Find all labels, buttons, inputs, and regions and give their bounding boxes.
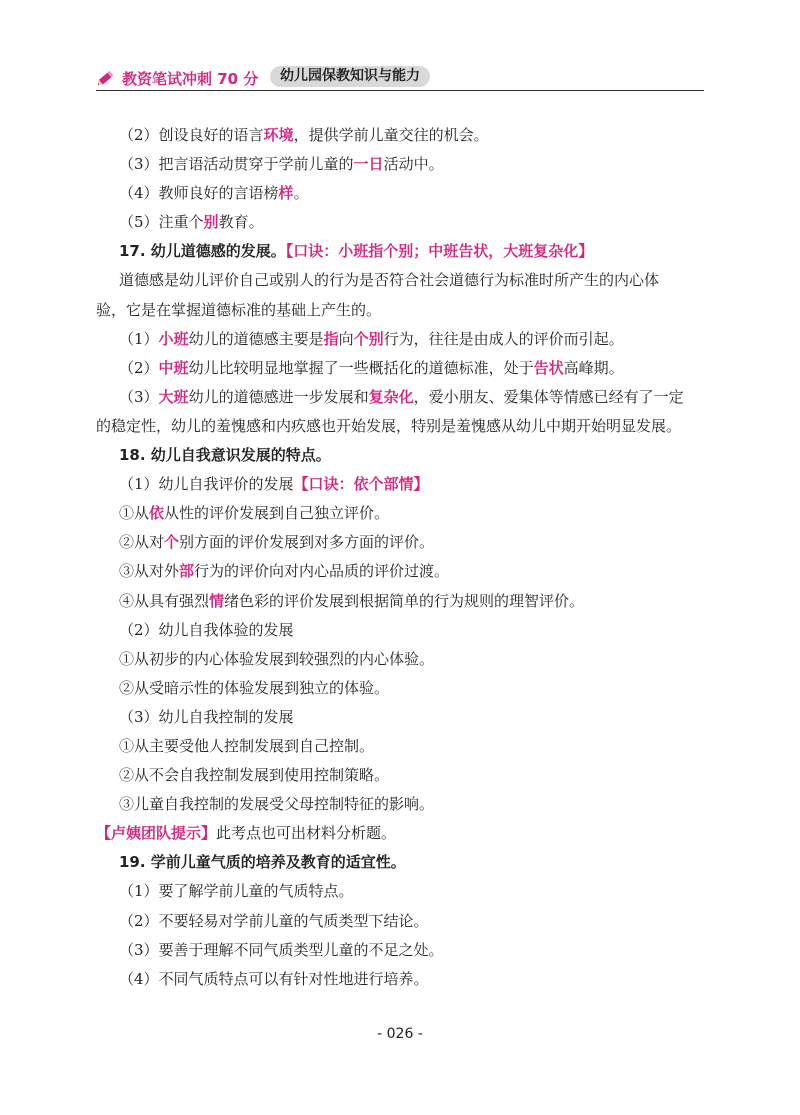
keyword: 告状 <box>533 358 564 377</box>
text-line: （2）中班幼儿比较明显地掌握了一些概括化的道德标准，处于告状高峰期。 <box>119 358 624 377</box>
text-line: ③儿童自我控制的发展受父母控制特征的影响。 <box>119 795 435 814</box>
text-line: （2）不要轻易对学前儿童的气质类型下结论。 <box>119 911 429 930</box>
text-line: （4）不同气质特点可以有针对性地进行培养。 <box>119 969 429 988</box>
page-header <box>96 66 704 92</box>
section-heading-19: 19. 学前儿童气质的培养及教育的适宜性。 <box>119 853 406 872</box>
tip-label: 【卢姨团队提示】 <box>96 824 217 843</box>
text-line: ②从不会自我控制发展到使用控制策略。 <box>119 766 390 785</box>
text-line: （1）小班幼儿的道德感主要是指向个别行为，往往是由成人的评价而引起。 <box>119 329 624 348</box>
keyword: 小班 <box>158 329 189 348</box>
text-line: ②从对个别方面的评价发展到对多方面的评价。 <box>119 533 435 552</box>
text-line: （3）要善于理解不同气质类型儿童的不足之处。 <box>119 940 444 959</box>
team-tip: 【卢姨团队提示】此考点也可出材料分析题。 <box>96 824 397 843</box>
text-line: ④从具有强烈情绪色彩的评价发展到根据简单的行为规则的理智评价。 <box>119 591 585 610</box>
keyword: 中班 <box>158 358 189 377</box>
text-line: ②从受暗示性的体验发展到独立的体验。 <box>119 678 390 697</box>
section-heading-18: 18. 幼儿自我意识发展的特点。 <box>119 446 331 465</box>
section-heading-17: 17. 幼儿道德感的发展。【口诀：小班指个别；中班告状，大班复杂化】 <box>119 242 594 261</box>
text-line: （3）大班幼儿的道德感进一步发展和复杂化，爱小朋友、爱集体等情感已经有了一定 <box>119 387 684 406</box>
header-rule <box>96 90 704 91</box>
keyword: 部 <box>179 562 195 581</box>
text-line: 道德感是幼儿评价自己或别人的行为是否符合社会道德行为标准时所产生的内心体 <box>119 271 660 290</box>
text-line: （3）幼儿自我控制的发展 <box>119 707 294 726</box>
mnemonic: 【口诀：小班指个别；中班告状，大班复杂化】 <box>285 242 594 261</box>
keyword: 个 <box>164 533 180 552</box>
page-body <box>96 121 704 994</box>
text-line: （1）要了解学前儿童的气质特点。 <box>119 882 354 901</box>
text-line: 的稳定性，幼儿的羞愧感和内疚感也开始发展，特别是羞愧感从幼儿中期开始明显发展。 <box>96 416 682 435</box>
keyword: 复杂化 <box>368 387 414 406</box>
text-line: 验，它是在掌握道德标准的基础上产生的。 <box>96 300 382 319</box>
text-line: （3）把言语活动贯穿于学前儿童的一日活动中。 <box>119 155 444 174</box>
keyword: 指 <box>323 329 339 348</box>
text-line: （2）幼儿自我体验的发展 <box>119 620 294 639</box>
subject-badge: 幼儿园保教知识与能力 <box>270 66 430 87</box>
keyword: 别 <box>203 213 219 232</box>
keyword: 个别 <box>353 329 384 348</box>
text-line: ③从对外部行为的评价向对内心品质的评价过渡。 <box>119 562 450 581</box>
text-line: （5）注重个别教育。 <box>119 213 264 232</box>
page-number: - 026 - <box>377 1026 423 1042</box>
keyword: 大班 <box>158 387 189 406</box>
keyword: 一日 <box>353 155 384 174</box>
text-line: （4）教师良好的言语榜样。 <box>119 184 309 203</box>
text-line: ①从主要受他人控制发展到自己控制。 <box>119 736 375 755</box>
book-title: 教资笔试冲刺 70 分 <box>122 70 259 88</box>
mnemonic: 【口诀：依个部情】 <box>293 475 429 494</box>
keyword: 依 <box>149 504 165 523</box>
text-line: ①从初步的内心体验发展到较强烈的内心体验。 <box>119 649 435 668</box>
pencil-icon <box>96 66 118 88</box>
text-line: （1）幼儿自我评价的发展【口诀：依个部情】 <box>119 475 429 494</box>
keyword: 环境 <box>263 126 294 144</box>
text-line: ①从依从性的评价发展到自己独立评价。 <box>119 504 390 523</box>
text-line: （2）创设良好的语言环境，提供学前儿童交往的机会。 <box>119 126 489 144</box>
keyword: 情 <box>209 591 225 610</box>
keyword: 样 <box>278 184 294 203</box>
